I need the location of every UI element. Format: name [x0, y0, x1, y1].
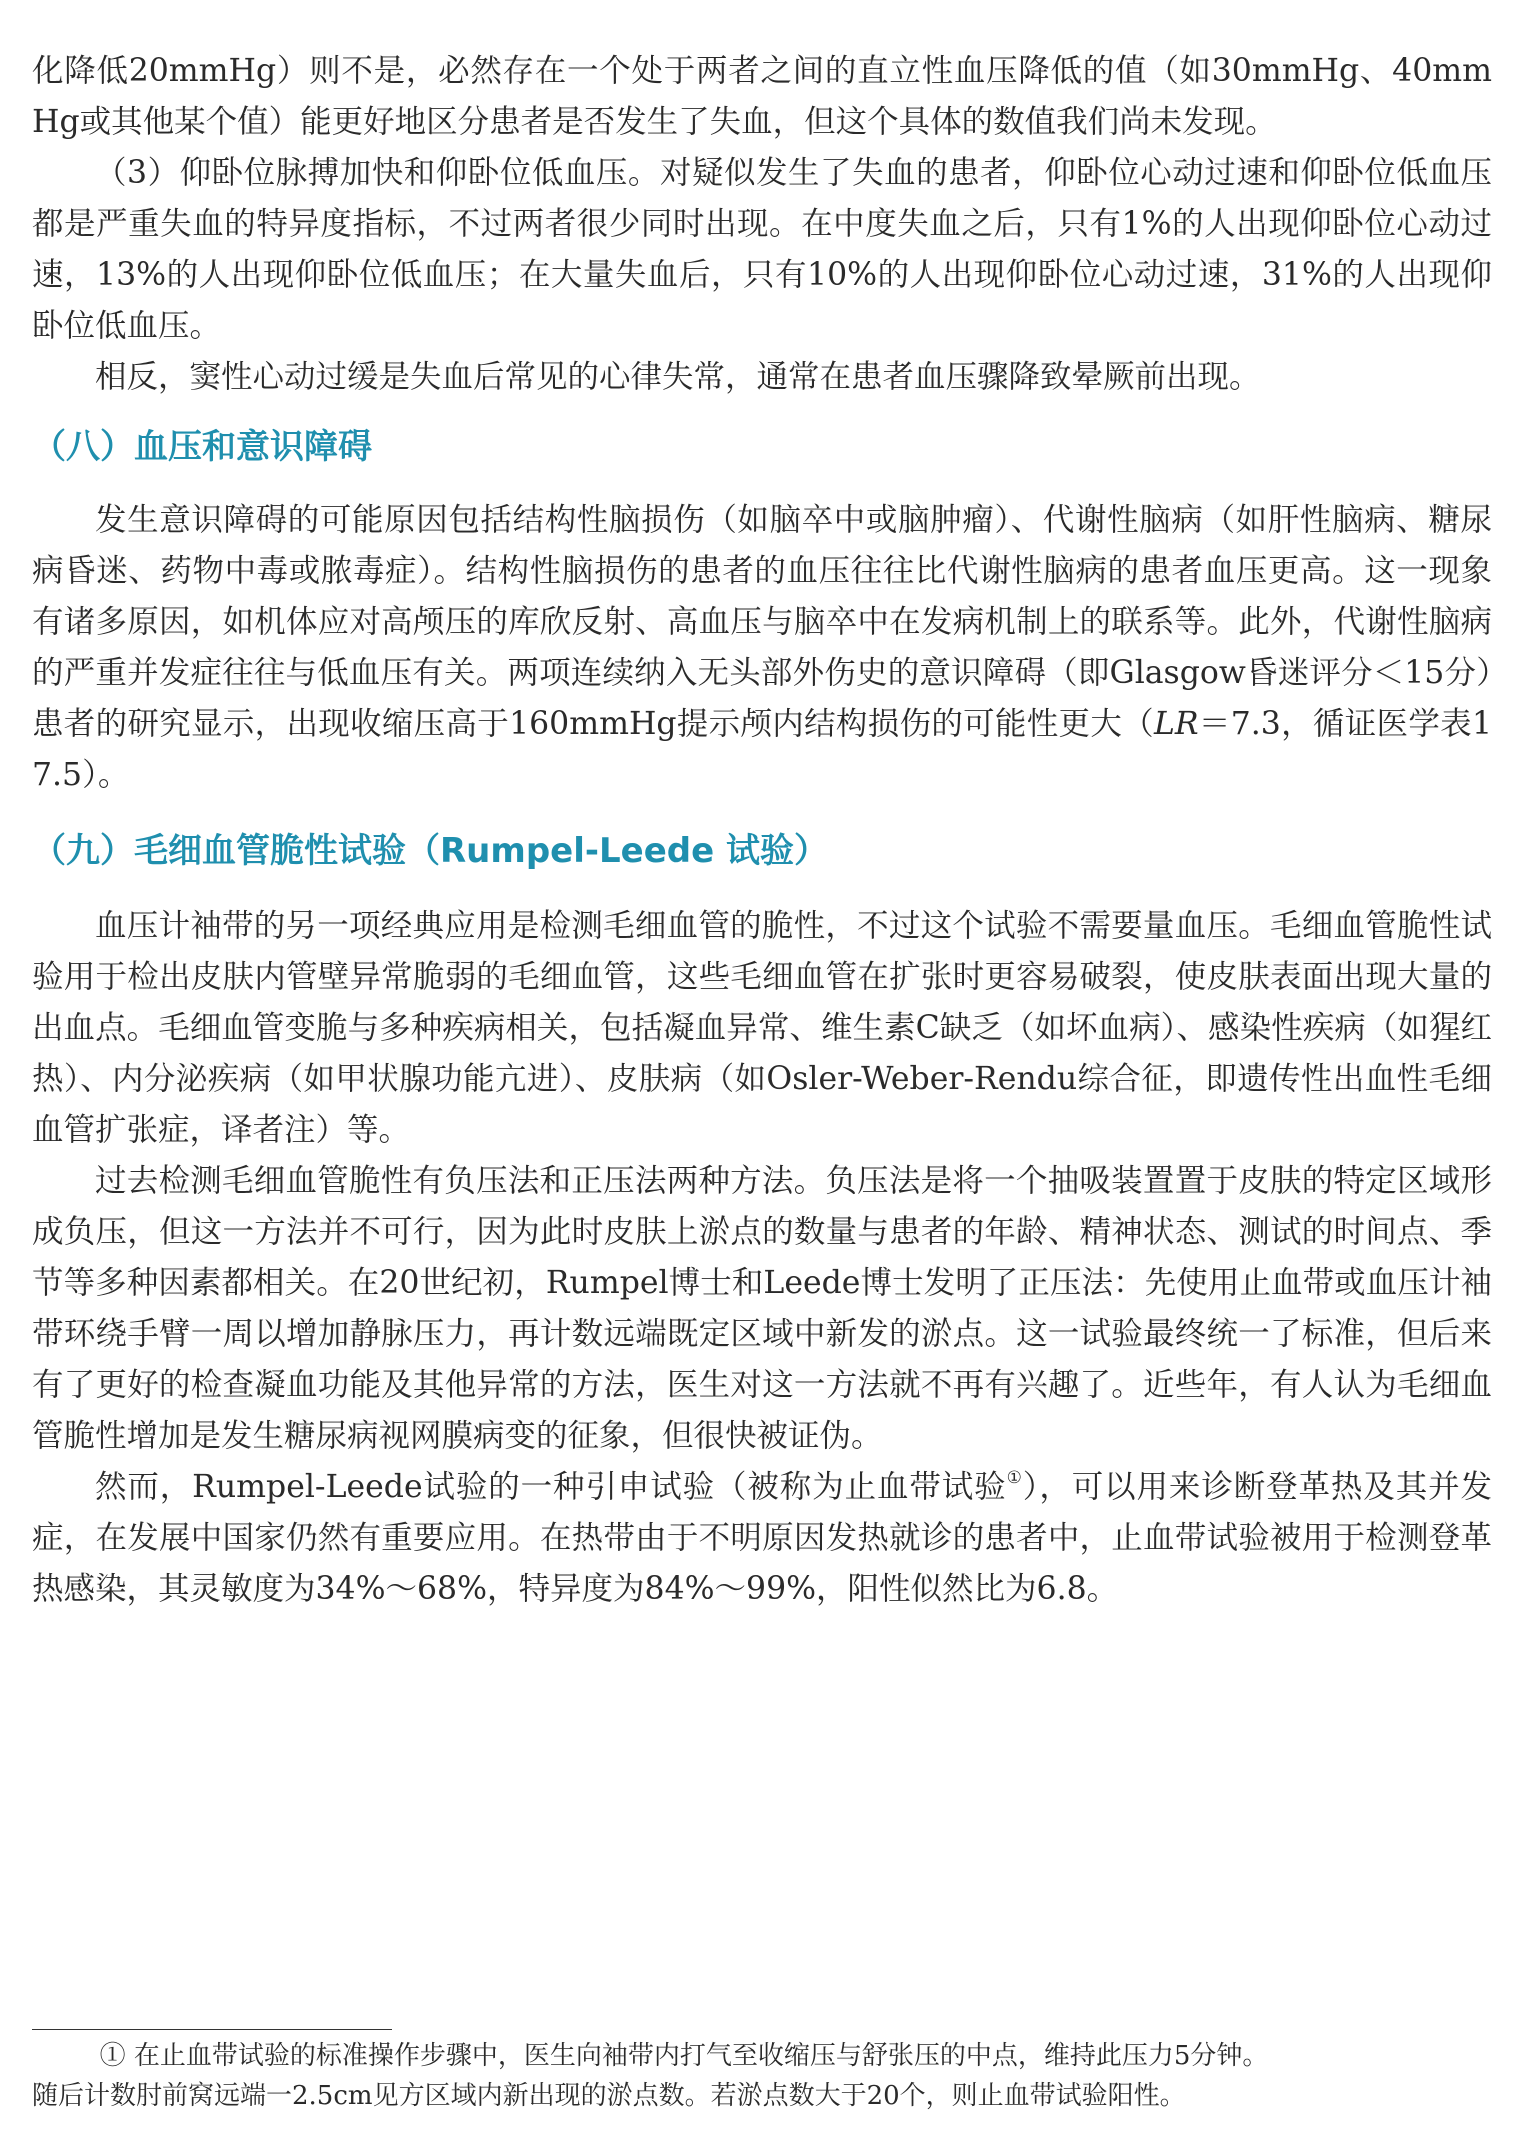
- paragraph-orthostatic-continuation: 化降低20mmHg）则不是，必然存在一个处于两者之间的直立性血压降低的值（如30mmHg、40mmHg或其他某个值）能更好地区分患者是否发生了失血，但这个具体的数值我们尚未发现。: [32, 53, 1492, 140]
- paragraph-tourniquet-tail: ），可以用来诊断登革热及其并发症，在发展中国家仍然有重要应用。在热带由于不明原因发热就诊的患者中，止血带试验被用于检测登革热感染，其灵敏度为34%～68%，特异度为84%～99%，阳性似然比为6.8。: [32, 1469, 1492, 1607]
- paragraph-sinus-bradycardia: 相反，窦性心动过缓是失血后常见的心律失常，通常在患者血压骤降致晕厥前出现。: [95, 359, 1261, 395]
- page-body: [32, 46, 1492, 1615]
- paragraph-supine-tachycardia: （3）仰卧位脉搏加快和仰卧位低血压。对疑似发生了失血的患者，仰卧位心动过速和仰卧位低血压都是严重失血的特异度指标，不过两者很少同时出现。在中度失血之后，只有1%的人出现仰卧位心动过速，13%的人出现仰卧位低血压；在大量失血后，只有10%的人出现仰卧位心动过速，31%的人出现仰卧位低血压。: [32, 155, 1492, 344]
- likelihood-ratio-label: LR: [1153, 706, 1199, 742]
- paragraph-consciousness-text: 发生意识障碍的可能原因包括结构性脑损伤（如脑卒中或脑肿瘤）、代谢性脑病（如肝性脑病、糖尿病昏迷、药物中毒或脓毒症）。结构性脑损伤的患者的血压往往比代谢性脑病的患者血压更高。这一现象有诸多原因，如机体应对高颅压的库欣反射、高血压与脑卒中在发病机制上的联系等。此外，代谢性脑病的严重并发症往往与低血压有关。两项连续纳入无头部外伤史的意识障碍（即Glasgow昏迷评分＜15分）患者的研究显示，出现收缩压高于160mmHg提示颅内结构损伤的可能性更大（: [32, 502, 1492, 742]
- footnote-line-2: 随后计数肘前窝远端一2.5cm见方区域内新出现的淤点数。若淤点数大于20个，则止血带试验阳性。: [32, 2081, 1186, 2111]
- section-heading-capillary-fragility: （九）毛细血管脆性试验（Rumpel-Leede 试验）: [32, 831, 828, 871]
- paragraph-consciousness-tail: ＝7.3，循证医学表17.5）。: [32, 706, 1492, 793]
- paragraph-tourniquet-test: [32, 1462, 1492, 1615]
- footnote-divider: [32, 2029, 392, 2030]
- footnote-line-1: ① 在止血带试验的标准操作步骤中，医生向袖带内打气至收缩压与舒张压的中点，维持此压力5分钟。: [99, 2041, 1269, 2071]
- paragraph-tourniquet-text: 然而，Rumpel-Leede试验的一种引申试验（被称为止血带试验: [95, 1469, 1007, 1505]
- paragraph-capillary-fragility-intro: 血压计袖带的另一项经典应用是检测毛细血管的脆性，不过这个试验不需要量血压。毛细血管脆性试验用于检出皮肤内管壁异常脆弱的毛细血管，这些毛细血管在扩张时更容易破裂，使皮肤表面出现大量的出血点。毛细血管变脆与多种疾病相关，包括凝血异常、维生素C缺乏（如坏血病）、感染性疾病（如猩红热）、内分泌疾病（如甲状腺功能亢进）、皮肤病（如Osler-Weber-Rendu综合征，即遗传性出血性毛细血管扩张症，译者注）等。: [32, 908, 1492, 1148]
- paragraph-capillary-fragility-methods: 过去检测毛细血管脆性有负压法和正压法两种方法。负压法是将一个抽吸装置置于皮肤的特定区域形成负压，但这一方法并不可行，因为此时皮肤上淤点的数量与患者的年龄、精神状态、测试的时间点、季节等多种因素都相关。在20世纪初，Rumpel博士和Leede博士发明了正压法：先使用止血带或血压计袖带环绕手臂一周以增加静脉压力，再计数远端既定区域中新发的淤点。这一试验最终统一了标准，但后来有了更好的检查凝血功能及其他异常的方法，医生对这一方法就不再有兴趣了。近些年，有人认为毛细血管脆性增加是发生糖尿病视网膜病变的征象，但很快被证伪。: [32, 1163, 1492, 1454]
- footnote: [32, 2036, 1498, 2116]
- section-heading-consciousness: （八）血压和意识障碍: [32, 427, 372, 467]
- footnote-marker[interactable]: ①: [1006, 1468, 1023, 1488]
- paragraph-consciousness-disorder: [32, 495, 1492, 801]
